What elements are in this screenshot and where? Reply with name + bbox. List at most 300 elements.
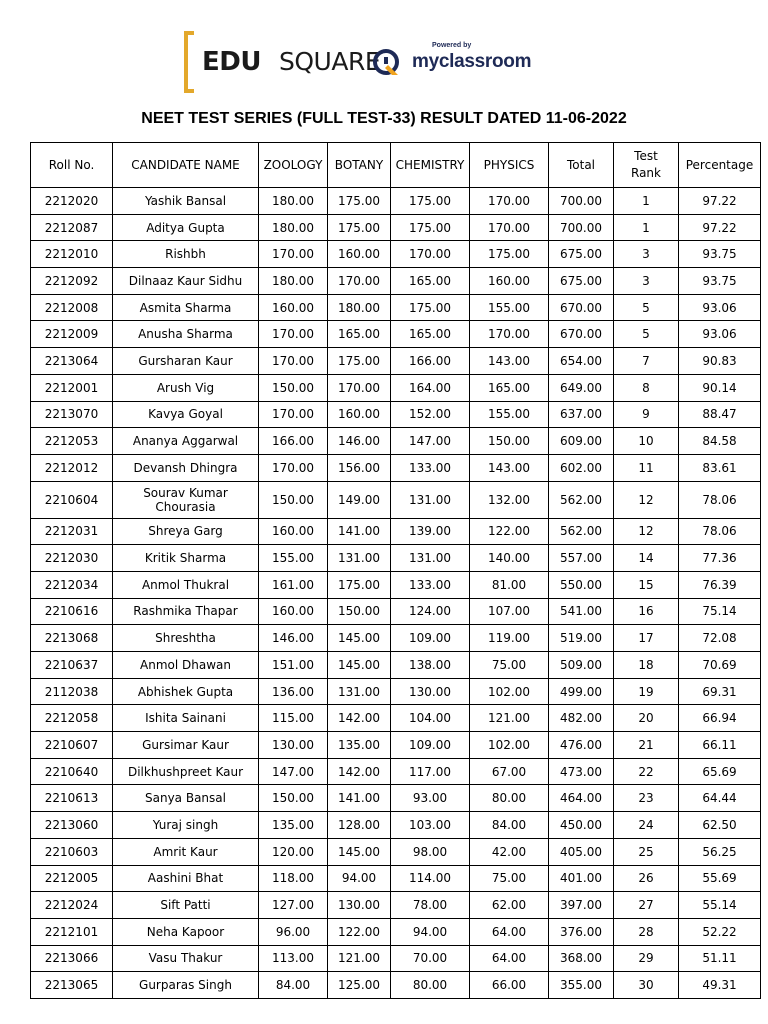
cell-zoology: 170.00 — [259, 454, 328, 481]
cell-physics: 160.00 — [470, 268, 549, 295]
cell-physics: 170.00 — [470, 214, 549, 241]
table-row — [31, 214, 761, 241]
cell-total: 368.00 — [549, 945, 614, 972]
cell-total: 675.00 — [549, 268, 614, 295]
cell-physics: 119.00 — [470, 625, 549, 652]
cell-test-rank: 18 — [614, 652, 679, 679]
cell-test-rank: 3 — [614, 241, 679, 268]
cell-physics: 122.00 — [470, 518, 549, 545]
table-row — [31, 428, 761, 455]
cell-test-rank: 22 — [614, 758, 679, 785]
cell-botany: 94.00 — [328, 865, 391, 892]
table-row — [31, 241, 761, 268]
cell-test-rank: 23 — [614, 785, 679, 812]
myclassroom-logo-icon — [372, 48, 402, 78]
cell-total: 649.00 — [549, 374, 614, 401]
cell-test-rank: 28 — [614, 918, 679, 945]
cell-zoology: 135.00 — [259, 812, 328, 839]
cell-candidate-name: Kritik Sharma — [113, 545, 259, 572]
cell-total: 401.00 — [549, 865, 614, 892]
cell-percentage: 56.25 — [679, 838, 761, 865]
cell-botany: 141.00 — [328, 785, 391, 812]
table-row — [31, 294, 761, 321]
column-header-chemistry: CHEMISTRY — [391, 143, 470, 188]
cell-percentage: 77.36 — [679, 545, 761, 572]
cell-botany: 170.00 — [328, 268, 391, 295]
cell-roll-no: 2212001 — [31, 374, 113, 401]
cell-candidate-name: Neha Kapoor — [113, 918, 259, 945]
cell-candidate-name: Shreya Garg — [113, 518, 259, 545]
results-table — [30, 142, 761, 999]
cell-roll-no: 2112038 — [31, 678, 113, 705]
logo-square-text: SQUARE — [279, 47, 381, 76]
cell-test-rank: 20 — [614, 705, 679, 732]
cell-zoology: 180.00 — [259, 214, 328, 241]
cell-botany: 175.00 — [328, 348, 391, 375]
cell-chemistry: 175.00 — [391, 188, 470, 215]
cell-test-rank: 1 — [614, 188, 679, 215]
cell-test-rank: 5 — [614, 294, 679, 321]
table-row — [31, 518, 761, 545]
column-header-candidate-name: CANDIDATE NAME — [113, 143, 259, 188]
cell-zoology: 166.00 — [259, 428, 328, 455]
cell-physics: 121.00 — [470, 705, 549, 732]
cell-roll-no: 2213066 — [31, 945, 113, 972]
cell-percentage: 72.08 — [679, 625, 761, 652]
cell-percentage: 49.31 — [679, 972, 761, 999]
cell-botany: 175.00 — [328, 571, 391, 598]
cell-zoology: 180.00 — [259, 268, 328, 295]
cell-total: 700.00 — [549, 214, 614, 241]
cell-total: 376.00 — [549, 918, 614, 945]
cell-roll-no: 2212058 — [31, 705, 113, 732]
results-table-header — [31, 143, 761, 188]
cell-chemistry: 104.00 — [391, 705, 470, 732]
cell-chemistry: 117.00 — [391, 758, 470, 785]
cell-roll-no: 2210637 — [31, 652, 113, 679]
cell-chemistry: 130.00 — [391, 678, 470, 705]
cell-zoology: 150.00 — [259, 374, 328, 401]
column-header-total: Total — [549, 143, 614, 188]
logo-bracket — [184, 31, 194, 93]
table-row — [31, 481, 761, 518]
cell-zoology: 170.00 — [259, 348, 328, 375]
cell-total: 499.00 — [549, 678, 614, 705]
table-row — [31, 374, 761, 401]
cell-chemistry: 109.00 — [391, 732, 470, 759]
cell-candidate-name: Kavya Goyal — [113, 401, 259, 428]
cell-physics: 80.00 — [470, 785, 549, 812]
cell-physics: 42.00 — [470, 838, 549, 865]
cell-total: 670.00 — [549, 294, 614, 321]
cell-physics: 155.00 — [470, 401, 549, 428]
cell-percentage: 93.75 — [679, 241, 761, 268]
cell-chemistry: 114.00 — [391, 865, 470, 892]
cell-percentage: 78.06 — [679, 518, 761, 545]
cell-total: 562.00 — [549, 518, 614, 545]
table-row — [31, 972, 761, 999]
cell-test-rank: 12 — [614, 518, 679, 545]
cell-botany: 160.00 — [328, 241, 391, 268]
table-row — [31, 732, 761, 759]
cell-physics: 84.00 — [470, 812, 549, 839]
cell-total: 562.00 — [549, 481, 614, 518]
cell-chemistry: 133.00 — [391, 454, 470, 481]
cell-botany: 180.00 — [328, 294, 391, 321]
cell-physics: 170.00 — [470, 321, 549, 348]
cell-roll-no: 2210603 — [31, 838, 113, 865]
logo-edu-text: EDU — [202, 47, 261, 77]
cell-percentage: 62.50 — [679, 812, 761, 839]
cell-total: 476.00 — [549, 732, 614, 759]
cell-percentage: 78.06 — [679, 481, 761, 518]
cell-total: 509.00 — [549, 652, 614, 679]
table-row — [31, 838, 761, 865]
cell-physics: 67.00 — [470, 758, 549, 785]
cell-physics: 64.00 — [470, 918, 549, 945]
cell-physics: 75.00 — [470, 652, 549, 679]
cell-chemistry: 138.00 — [391, 652, 470, 679]
cell-test-rank: 26 — [614, 865, 679, 892]
cell-botany: 175.00 — [328, 214, 391, 241]
cell-chemistry: 165.00 — [391, 268, 470, 295]
cell-botany: 145.00 — [328, 625, 391, 652]
column-header-physics: PHYSICS — [470, 143, 549, 188]
cell-chemistry: 133.00 — [391, 571, 470, 598]
cell-percentage: 75.14 — [679, 598, 761, 625]
cell-zoology: 136.00 — [259, 678, 328, 705]
table-row — [31, 625, 761, 652]
cell-total: 557.00 — [549, 545, 614, 572]
cell-physics: 62.00 — [470, 892, 549, 919]
cell-percentage: 65.69 — [679, 758, 761, 785]
table-row — [31, 918, 761, 945]
cell-chemistry: 70.00 — [391, 945, 470, 972]
cell-roll-no: 2210616 — [31, 598, 113, 625]
cell-test-rank: 12 — [614, 481, 679, 518]
column-header-test-rank: Test Rank — [614, 143, 679, 188]
cell-roll-no: 2212087 — [31, 214, 113, 241]
cell-physics: 75.00 — [470, 865, 549, 892]
cell-candidate-name: Rishbh — [113, 241, 259, 268]
cell-roll-no: 2212012 — [31, 454, 113, 481]
table-row — [31, 652, 761, 679]
cell-roll-no: 2212053 — [31, 428, 113, 455]
cell-candidate-name: Sift Patti — [113, 892, 259, 919]
cell-chemistry: 147.00 — [391, 428, 470, 455]
cell-candidate-name: Sanya Bansal — [113, 785, 259, 812]
cell-percentage: 55.69 — [679, 865, 761, 892]
results-table-body — [31, 188, 761, 999]
cell-zoology: 113.00 — [259, 945, 328, 972]
cell-test-rank: 29 — [614, 945, 679, 972]
cell-total: 700.00 — [549, 188, 614, 215]
cell-total: 670.00 — [549, 321, 614, 348]
cell-test-rank: 1 — [614, 214, 679, 241]
table-row — [31, 785, 761, 812]
table-row — [31, 678, 761, 705]
cell-roll-no: 2212034 — [31, 571, 113, 598]
cell-botany: 128.00 — [328, 812, 391, 839]
cell-roll-no: 2212008 — [31, 294, 113, 321]
cell-percentage: 88.47 — [679, 401, 761, 428]
cell-chemistry: 139.00 — [391, 518, 470, 545]
cell-candidate-name: Shreshtha — [113, 625, 259, 652]
cell-chemistry: 152.00 — [391, 401, 470, 428]
cell-candidate-name: Yuraj singh — [113, 812, 259, 839]
cell-roll-no: 2212009 — [31, 321, 113, 348]
column-header-roll-no: Roll No. — [31, 143, 113, 188]
logo-myclassroom-text: myclassroom — [412, 51, 532, 72]
cell-zoology: 160.00 — [259, 294, 328, 321]
cell-test-rank: 7 — [614, 348, 679, 375]
cell-roll-no: 2210640 — [31, 758, 113, 785]
cell-physics: 132.00 — [470, 481, 549, 518]
cell-physics: 165.00 — [470, 374, 549, 401]
cell-total: 550.00 — [549, 571, 614, 598]
cell-roll-no: 2212005 — [31, 865, 113, 892]
logo-powered-by: Powered by — [432, 42, 472, 49]
cell-test-rank: 27 — [614, 892, 679, 919]
cell-physics: 143.00 — [470, 454, 549, 481]
table-row — [31, 892, 761, 919]
cell-candidate-name: Asmita Sharma — [113, 294, 259, 321]
cell-total: 450.00 — [549, 812, 614, 839]
cell-botany: 175.00 — [328, 188, 391, 215]
cell-roll-no: 2210613 — [31, 785, 113, 812]
cell-candidate-name: Anmol Thukral — [113, 571, 259, 598]
cell-total: 637.00 — [549, 401, 614, 428]
cell-chemistry: 166.00 — [391, 348, 470, 375]
cell-zoology: 127.00 — [259, 892, 328, 919]
cell-zoology: 96.00 — [259, 918, 328, 945]
cell-candidate-name: Aashini Bhat — [113, 865, 259, 892]
cell-chemistry: 124.00 — [391, 598, 470, 625]
cell-zoology: 120.00 — [259, 838, 328, 865]
cell-candidate-name: Dilkhushpreet Kaur — [113, 758, 259, 785]
cell-zoology: 160.00 — [259, 518, 328, 545]
cell-chemistry: 80.00 — [391, 972, 470, 999]
column-header-botany: BOTANY — [328, 143, 391, 188]
page-title: NEET TEST SERIES (FULL TEST-33) RESULT DATED 11-06-2022 — [141, 110, 627, 127]
cell-botany: 146.00 — [328, 428, 391, 455]
cell-percentage: 93.06 — [679, 294, 761, 321]
cell-physics: 81.00 — [470, 571, 549, 598]
cell-test-rank: 8 — [614, 374, 679, 401]
cell-test-rank: 19 — [614, 678, 679, 705]
cell-test-rank: 25 — [614, 838, 679, 865]
cell-physics: 64.00 — [470, 945, 549, 972]
cell-zoology: 170.00 — [259, 241, 328, 268]
cell-percentage: 55.14 — [679, 892, 761, 919]
cell-test-rank: 14 — [614, 545, 679, 572]
cell-botany: 121.00 — [328, 945, 391, 972]
cell-roll-no: 2213068 — [31, 625, 113, 652]
cell-candidate-name: Amrit Kaur — [113, 838, 259, 865]
cell-total: 541.00 — [549, 598, 614, 625]
cell-candidate-name: Gurparas Singh — [113, 972, 259, 999]
cell-botany: 149.00 — [328, 481, 391, 518]
cell-percentage: 90.14 — [679, 374, 761, 401]
cell-percentage: 84.58 — [679, 428, 761, 455]
cell-chemistry: 165.00 — [391, 321, 470, 348]
cell-percentage: 93.06 — [679, 321, 761, 348]
cell-candidate-name: Yashik Bansal — [113, 188, 259, 215]
table-row — [31, 321, 761, 348]
cell-candidate-name: Vasu Thakur — [113, 945, 259, 972]
cell-total: 397.00 — [549, 892, 614, 919]
cell-zoology: 130.00 — [259, 732, 328, 759]
cell-chemistry: 103.00 — [391, 812, 470, 839]
cell-zoology: 155.00 — [259, 545, 328, 572]
cell-percentage: 97.22 — [679, 188, 761, 215]
cell-botany: 142.00 — [328, 758, 391, 785]
cell-chemistry: 175.00 — [391, 214, 470, 241]
cell-botany: 131.00 — [328, 678, 391, 705]
cell-roll-no: 2210607 — [31, 732, 113, 759]
cell-chemistry: 98.00 — [391, 838, 470, 865]
cell-zoology: 84.00 — [259, 972, 328, 999]
cell-candidate-name: Rashmika Thapar — [113, 598, 259, 625]
cell-zoology: 170.00 — [259, 401, 328, 428]
cell-botany: 131.00 — [328, 545, 391, 572]
cell-percentage: 69.31 — [679, 678, 761, 705]
table-row — [31, 705, 761, 732]
cell-chemistry: 175.00 — [391, 294, 470, 321]
cell-percentage: 76.39 — [679, 571, 761, 598]
cell-botany: 150.00 — [328, 598, 391, 625]
cell-roll-no: 2212092 — [31, 268, 113, 295]
cell-test-rank: 15 — [614, 571, 679, 598]
cell-roll-no: 2213065 — [31, 972, 113, 999]
cell-physics: 155.00 — [470, 294, 549, 321]
cell-botany: 130.00 — [328, 892, 391, 919]
cell-roll-no: 2212031 — [31, 518, 113, 545]
table-row — [31, 545, 761, 572]
cell-test-rank: 10 — [614, 428, 679, 455]
cell-zoology: 147.00 — [259, 758, 328, 785]
cell-test-rank: 21 — [614, 732, 679, 759]
cell-test-rank: 17 — [614, 625, 679, 652]
cell-candidate-name: Dilnaaz Kaur Sidhu — [113, 268, 259, 295]
cell-botany: 156.00 — [328, 454, 391, 481]
cell-botany: 145.00 — [328, 652, 391, 679]
cell-test-rank: 24 — [614, 812, 679, 839]
cell-physics: 175.00 — [470, 241, 549, 268]
cell-candidate-name: Anmol Dhawan — [113, 652, 259, 679]
cell-roll-no: 2212101 — [31, 918, 113, 945]
cell-roll-no: 2213064 — [31, 348, 113, 375]
cell-total: 675.00 — [549, 241, 614, 268]
cell-zoology: 146.00 — [259, 625, 328, 652]
cell-candidate-name: Anusha Sharma — [113, 321, 259, 348]
cell-test-rank: 16 — [614, 598, 679, 625]
cell-candidate-name: Gursimar Kaur — [113, 732, 259, 759]
cell-chemistry: 164.00 — [391, 374, 470, 401]
cell-roll-no: 2212020 — [31, 188, 113, 215]
table-row — [31, 571, 761, 598]
cell-physics: 66.00 — [470, 972, 549, 999]
cell-total: 654.00 — [549, 348, 614, 375]
cell-botany: 141.00 — [328, 518, 391, 545]
table-row — [31, 865, 761, 892]
cell-roll-no: 2213060 — [31, 812, 113, 839]
cell-botany: 170.00 — [328, 374, 391, 401]
cell-zoology: 161.00 — [259, 571, 328, 598]
cell-chemistry: 131.00 — [391, 545, 470, 572]
cell-botany: 165.00 — [328, 321, 391, 348]
cell-test-rank: 11 — [614, 454, 679, 481]
table-row — [31, 348, 761, 375]
table-row — [31, 454, 761, 481]
cell-roll-no: 2213070 — [31, 401, 113, 428]
cell-zoology: 150.00 — [259, 481, 328, 518]
table-row — [31, 188, 761, 215]
cell-botany: 142.00 — [328, 705, 391, 732]
cell-botany: 135.00 — [328, 732, 391, 759]
cell-zoology: 151.00 — [259, 652, 328, 679]
column-header-percentage: Percentage — [679, 143, 761, 188]
cell-candidate-name: Gursharan Kaur — [113, 348, 259, 375]
cell-chemistry: 93.00 — [391, 785, 470, 812]
cell-test-rank: 3 — [614, 268, 679, 295]
cell-zoology: 180.00 — [259, 188, 328, 215]
cell-test-rank: 9 — [614, 401, 679, 428]
cell-botany: 122.00 — [328, 918, 391, 945]
cell-candidate-name: Aditya Gupta — [113, 214, 259, 241]
cell-total: 355.00 — [549, 972, 614, 999]
cell-total: 473.00 — [549, 758, 614, 785]
cell-test-rank: 5 — [614, 321, 679, 348]
cell-physics: 143.00 — [470, 348, 549, 375]
cell-candidate-name: Abhishek Gupta — [113, 678, 259, 705]
cell-zoology: 160.00 — [259, 598, 328, 625]
cell-percentage: 51.11 — [679, 945, 761, 972]
cell-candidate-name: Devansh Dhingra — [113, 454, 259, 481]
column-header-zoology: ZOOLOGY — [259, 143, 328, 188]
cell-total: 405.00 — [549, 838, 614, 865]
table-row — [31, 758, 761, 785]
cell-percentage: 93.75 — [679, 268, 761, 295]
cell-percentage: 70.69 — [679, 652, 761, 679]
cell-total: 519.00 — [549, 625, 614, 652]
cell-candidate-name: Sourav Kumar Chourasia — [113, 481, 259, 518]
cell-roll-no: 2210604 — [31, 481, 113, 518]
cell-physics: 170.00 — [470, 188, 549, 215]
header-row — [31, 143, 761, 188]
cell-total: 609.00 — [549, 428, 614, 455]
cell-percentage: 83.61 — [679, 454, 761, 481]
cell-botany: 145.00 — [328, 838, 391, 865]
cell-candidate-name: Ananya Aggarwal — [113, 428, 259, 455]
cell-zoology: 118.00 — [259, 865, 328, 892]
cell-percentage: 64.44 — [679, 785, 761, 812]
cell-total: 602.00 — [549, 454, 614, 481]
cell-percentage: 97.22 — [679, 214, 761, 241]
cell-test-rank: 30 — [614, 972, 679, 999]
cell-roll-no: 2212024 — [31, 892, 113, 919]
cell-percentage: 90.83 — [679, 348, 761, 375]
cell-candidate-name: Arush Vig — [113, 374, 259, 401]
cell-percentage: 52.22 — [679, 918, 761, 945]
table-row — [31, 945, 761, 972]
table-row — [31, 812, 761, 839]
table-row — [31, 598, 761, 625]
table-row — [31, 268, 761, 295]
cell-chemistry: 78.00 — [391, 892, 470, 919]
cell-chemistry: 170.00 — [391, 241, 470, 268]
cell-botany: 125.00 — [328, 972, 391, 999]
